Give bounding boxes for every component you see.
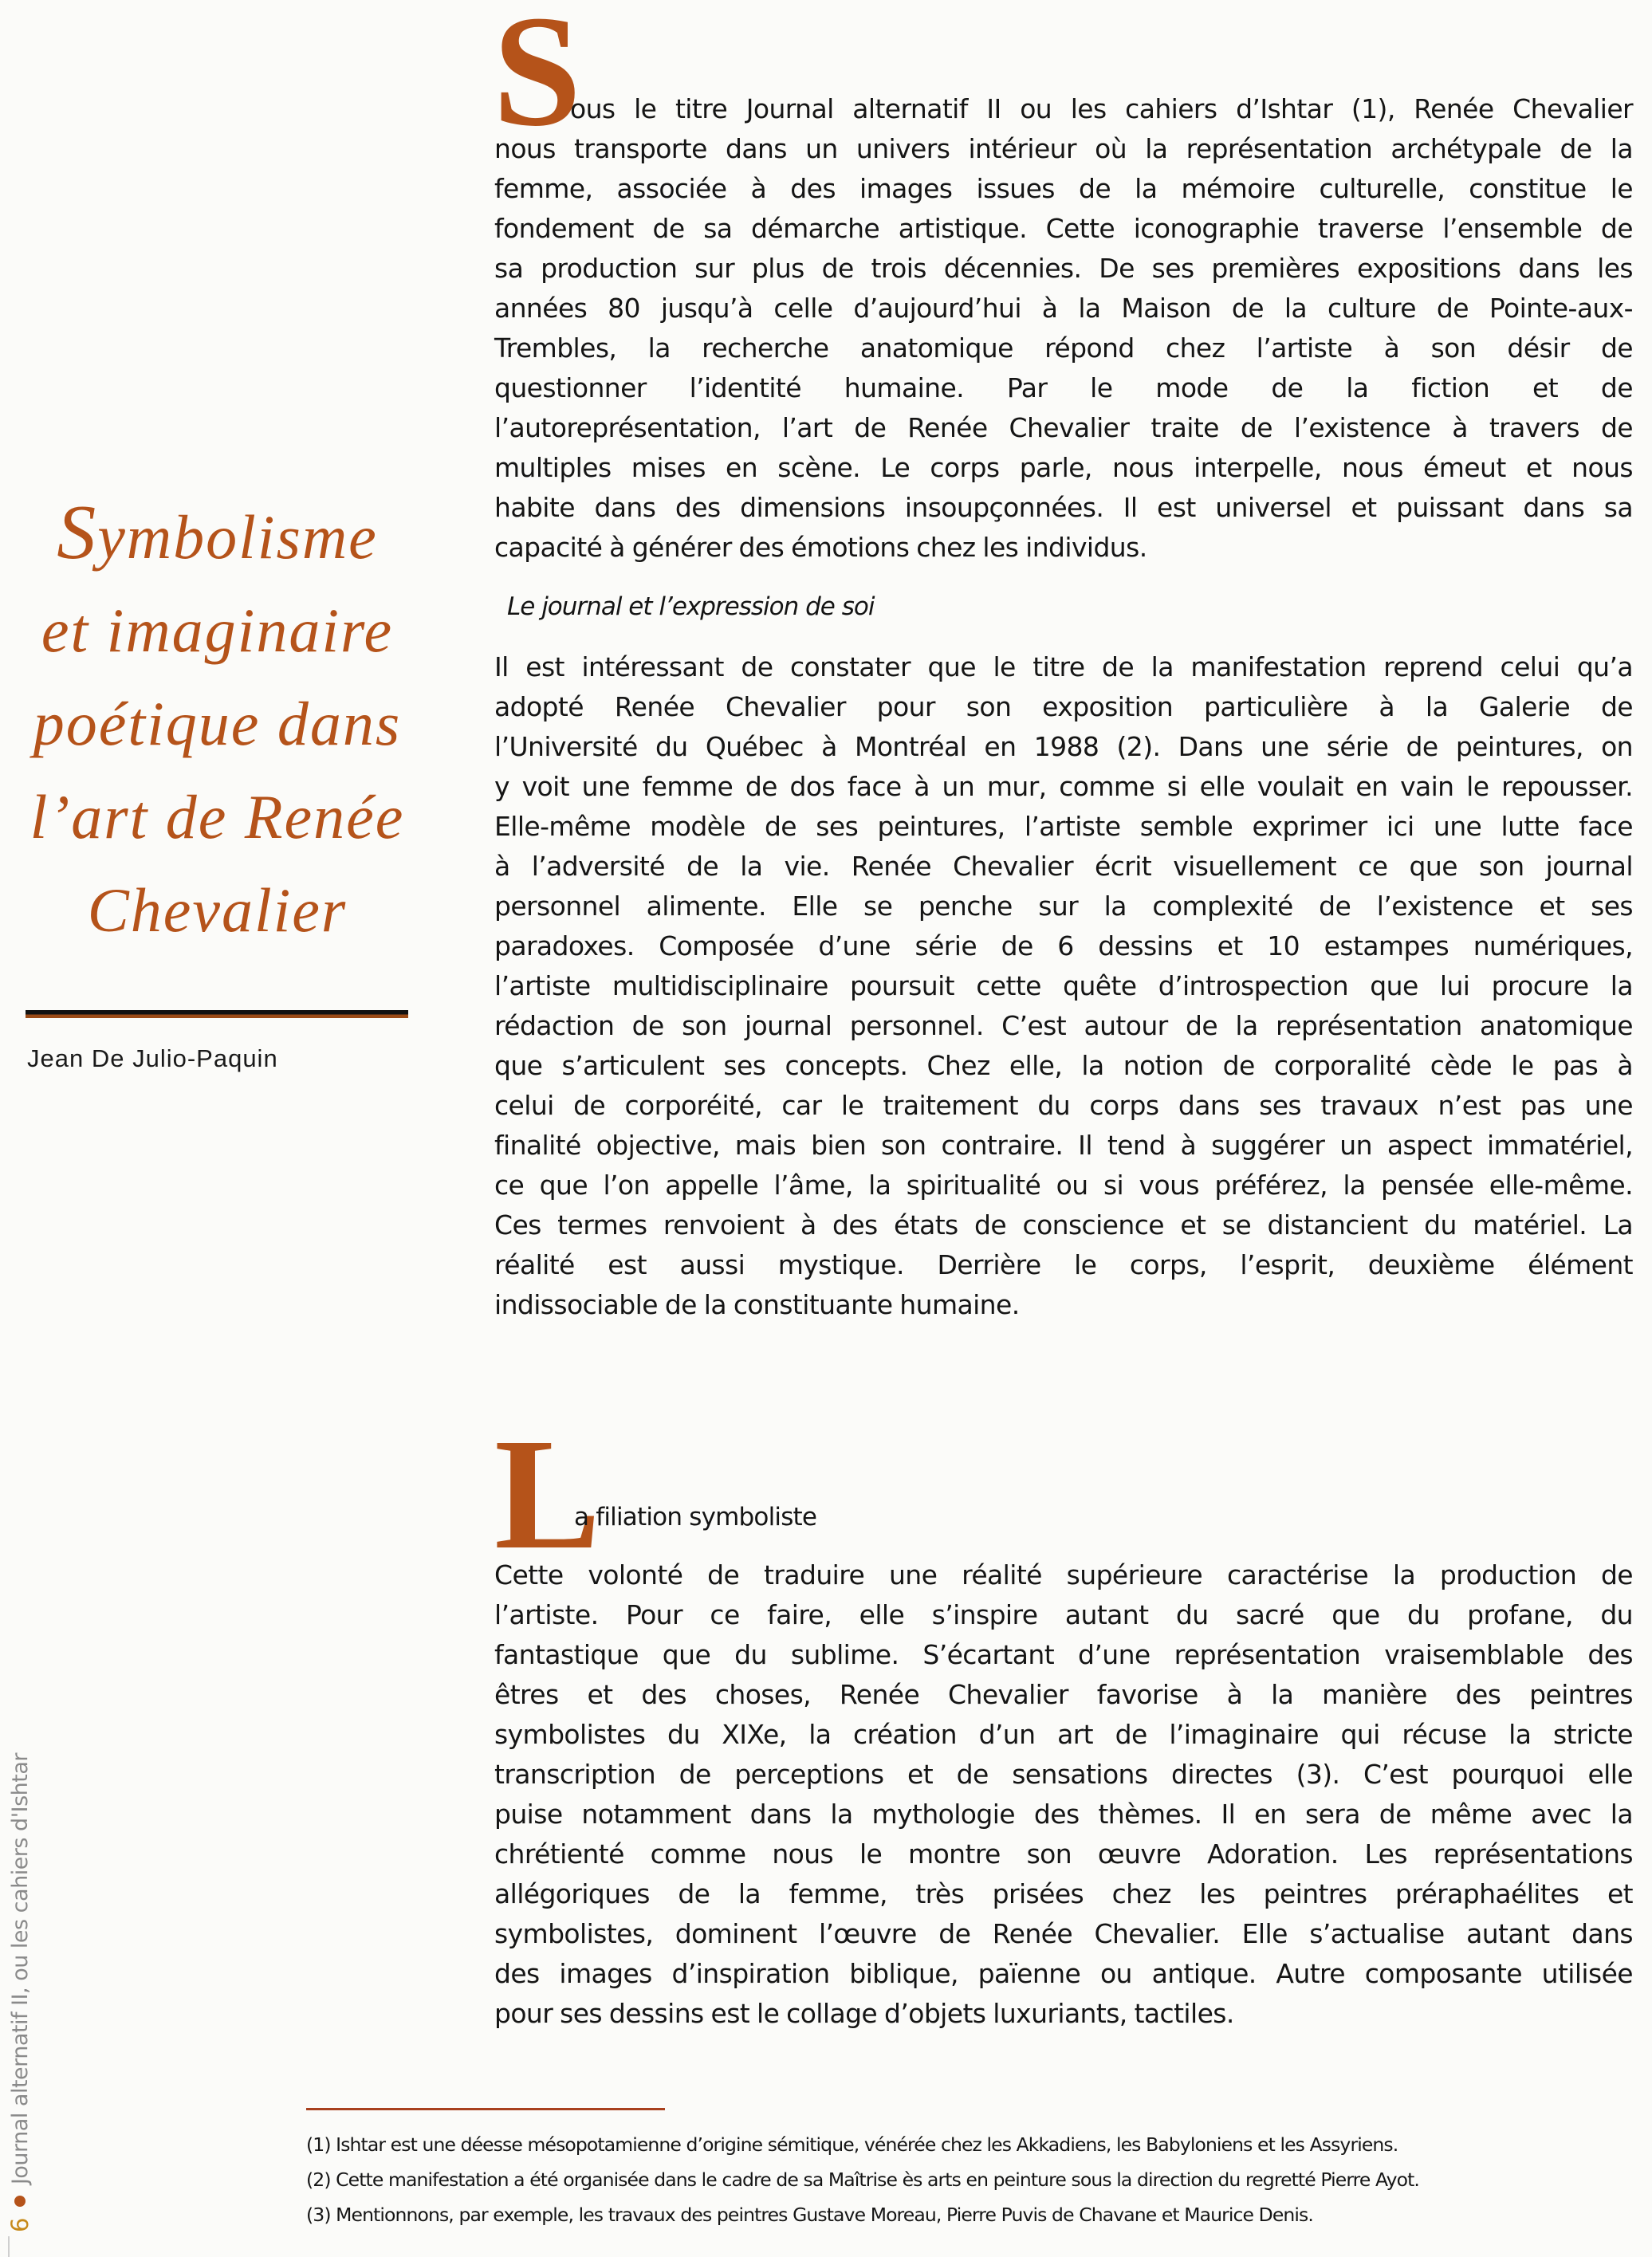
text-line: chrétienté comme nous le montre son œuvre Adoration. Les représentations	[494, 1838, 1633, 1870]
section2-paragraph	[494, 1555, 1633, 2034]
text-line: y voit une femme de dos face à un mur, comme si elle voulait en vain le repousser.	[494, 771, 1633, 802]
footnote-2: (2) Cette manifestation a été organisée dans le cadre de sa Maîtrise ès arts en peinture sous la direction du regretté Pierre Ayot.	[306, 2169, 1419, 2191]
text-line: transcription de perceptions et de sensations directes (3). C’est pourquoi elle	[494, 1759, 1633, 1790]
text-line: que s’articulent ses concepts. Chez elle, la notion de corporalité cède le pas à	[494, 1050, 1633, 1081]
author-byline: Jean De Julio-Paquin	[27, 1044, 278, 1072]
title-line-2: et imaginaire	[41, 596, 394, 665]
text-line: Ces termes renvoient à des états de conscience et se distancient du matériel. La	[494, 1209, 1633, 1241]
bullet-dot-icon	[14, 2196, 26, 2207]
text-line: pour ses dessins est le collage d’objets luxuriants, tactiles.	[494, 1998, 1234, 2029]
text-line: puise notamment dans la mythologie des thèmes. Il en sera de même avec la	[494, 1799, 1633, 1830]
title-divider	[26, 1010, 408, 1018]
text-line: à l’adversité de la vie. Renée Chevalier écrit visuellement ce que son journal	[494, 851, 1633, 882]
title-line-4: l’art de Renée	[30, 782, 405, 851]
text-line: celui de corporéité, car le traitement du corps dans ses travaux n’est pas une	[494, 1090, 1633, 1121]
text-line: fantastique que du sublime. S’écartant d’une représentation vraisemblable des	[494, 1639, 1633, 1670]
text-line: fondement de sa démarche artistique. Cette iconographie traverse l’ensemble de	[494, 213, 1633, 244]
text-line: indissociable de la constituante humaine.	[494, 1289, 1020, 1320]
running-footer	[6, 1753, 33, 2232]
title-line-1-rest: ymbolisme	[97, 502, 378, 572]
text-line: sa production sur plus de trois décennies. De ses premières expositions dans les	[494, 253, 1633, 284]
intro-paragraph	[494, 89, 1633, 568]
article-title	[0, 486, 435, 957]
title-line-5: Chevalier	[87, 875, 348, 945]
text-line: l’artiste multidisciplinaire poursuit cette quête d’introspection que lui procure la	[494, 970, 1633, 1001]
title-line-1	[0, 486, 435, 584]
text-line: questionner l’identité humaine. Par le mode de la fiction et de	[494, 372, 1633, 403]
text-line: allégoriques de la femme, très prisées chez les peintres préraphaélites et	[494, 1878, 1633, 1909]
text-line: multiples mises en scène. Le corps parle, nous interpelle, nous émeut et nous	[494, 452, 1633, 483]
text-line: capacité à générer des émotions chez les individus.	[494, 532, 1147, 563]
text-line: des images d’inspiration biblique, païenne ou antique. Autre composante utilisée	[494, 1958, 1633, 1989]
text-line: ce que l’on appelle l’âme, la spiritualité ou si vous préférez, la pensée elle-même.	[494, 1170, 1633, 1201]
title-line-3: poétique dans	[33, 689, 402, 758]
text-line: nous transporte dans un univers intérieur où la représentation archétypale de la	[494, 133, 1633, 164]
text-line: années 80 jusqu’à celle d’aujourd’hui à la Maison de la culture de Pointe-aux-	[494, 293, 1633, 324]
section-subheading: Le journal et l’expression de soi	[507, 592, 875, 621]
text-line: Cette volonté de traduire une réalité supérieure caractérise la production de	[494, 1559, 1633, 1591]
text-line: personnel alimente. Elle se penche sur la complexité de l’existence et ses	[494, 891, 1633, 922]
section-heading: a filiation symboliste	[574, 1503, 817, 1532]
footer-tick	[8, 2236, 10, 2257]
footnote-3: (3) Mentionnons, par exemple, les travaux des peintres Gustave Moreau, Pierre Puvis de Chavane et Maurice Denis.	[306, 2204, 1313, 2226]
text-line: réalité est aussi mystique. Derrière le corps, l’esprit, deuxième élément	[494, 1249, 1633, 1280]
text-line: êtres et des choses, Renée Chevalier favorise à la manière des peintres	[494, 1679, 1633, 1710]
text-line: l’artiste. Pour ce faire, elle s’inspire autant du sacré que du profane, du	[494, 1599, 1633, 1630]
text-line: finalité objective, mais bien son contraire. Il tend à suggérer un aspect immatériel,	[494, 1130, 1633, 1161]
text-line: adopté Renée Chevalier pour son exposition particulière à la Galerie de	[494, 691, 1633, 722]
publication-title: Journal alternatif II, ou les cahiers d'Ishtar	[7, 1753, 33, 2185]
text-line: symbolistes, dominent l’œuvre de Renée Chevalier. Elle s’actualise autant dans	[494, 1918, 1633, 1949]
title-initial: S	[57, 490, 98, 576]
text-line: Trembles, la recherche anatomique répond chez l’artiste à son désir de	[494, 332, 1633, 364]
text-line: habite dans des dimensions insoupçonnées. Il est universel et puissant dans sa	[494, 492, 1633, 523]
text-line: rédaction de son journal personnel. C’est autour de la représentation anatomique	[494, 1010, 1633, 1041]
footnote-1: (1) Ishtar est une déesse mésopotamienne d’origine sémitique, vénérée chez les Akkadiens, les Babyloniens et les Assyriens.	[306, 2133, 1398, 2156]
text-line: symbolistes du XIXe, la création d’un art de l’imaginaire qui récuse la stricte	[494, 1719, 1633, 1750]
drop-cap-l: L	[494, 1406, 601, 1583]
page-number: 6	[6, 2218, 33, 2232]
text-line: ous le titre Journal alternatif II ou les cahiers d’Ishtar (1), Renée Chevalier	[570, 93, 1633, 124]
text-line: paradoxes. Composée d’une série de 6 dessins et 10 estampes numériques,	[494, 930, 1633, 961]
text-line: Il est intéressant de constater que le titre de la manifestation reprend celui qu’a	[494, 651, 1633, 682]
text-line: Elle-même modèle de ses peintures, l’artiste semble exprimer ici une lutte face	[494, 811, 1633, 842]
text-line: l’autoreprésentation, l’art de Renée Chevalier traite de l’existence à travers de	[494, 412, 1633, 443]
drop-cap-s: S	[493, 0, 582, 159]
text-line: femme, associée à des images issues de la mémoire culturelle, constitue le	[494, 173, 1633, 204]
footnotes	[306, 2127, 1630, 2232]
footnote-divider	[306, 2108, 665, 2110]
text-line: l’Université du Québec à Montréal en 1988 (2). Dans une série de peintures, on	[494, 731, 1633, 762]
section1-paragraph	[494, 647, 1633, 1325]
